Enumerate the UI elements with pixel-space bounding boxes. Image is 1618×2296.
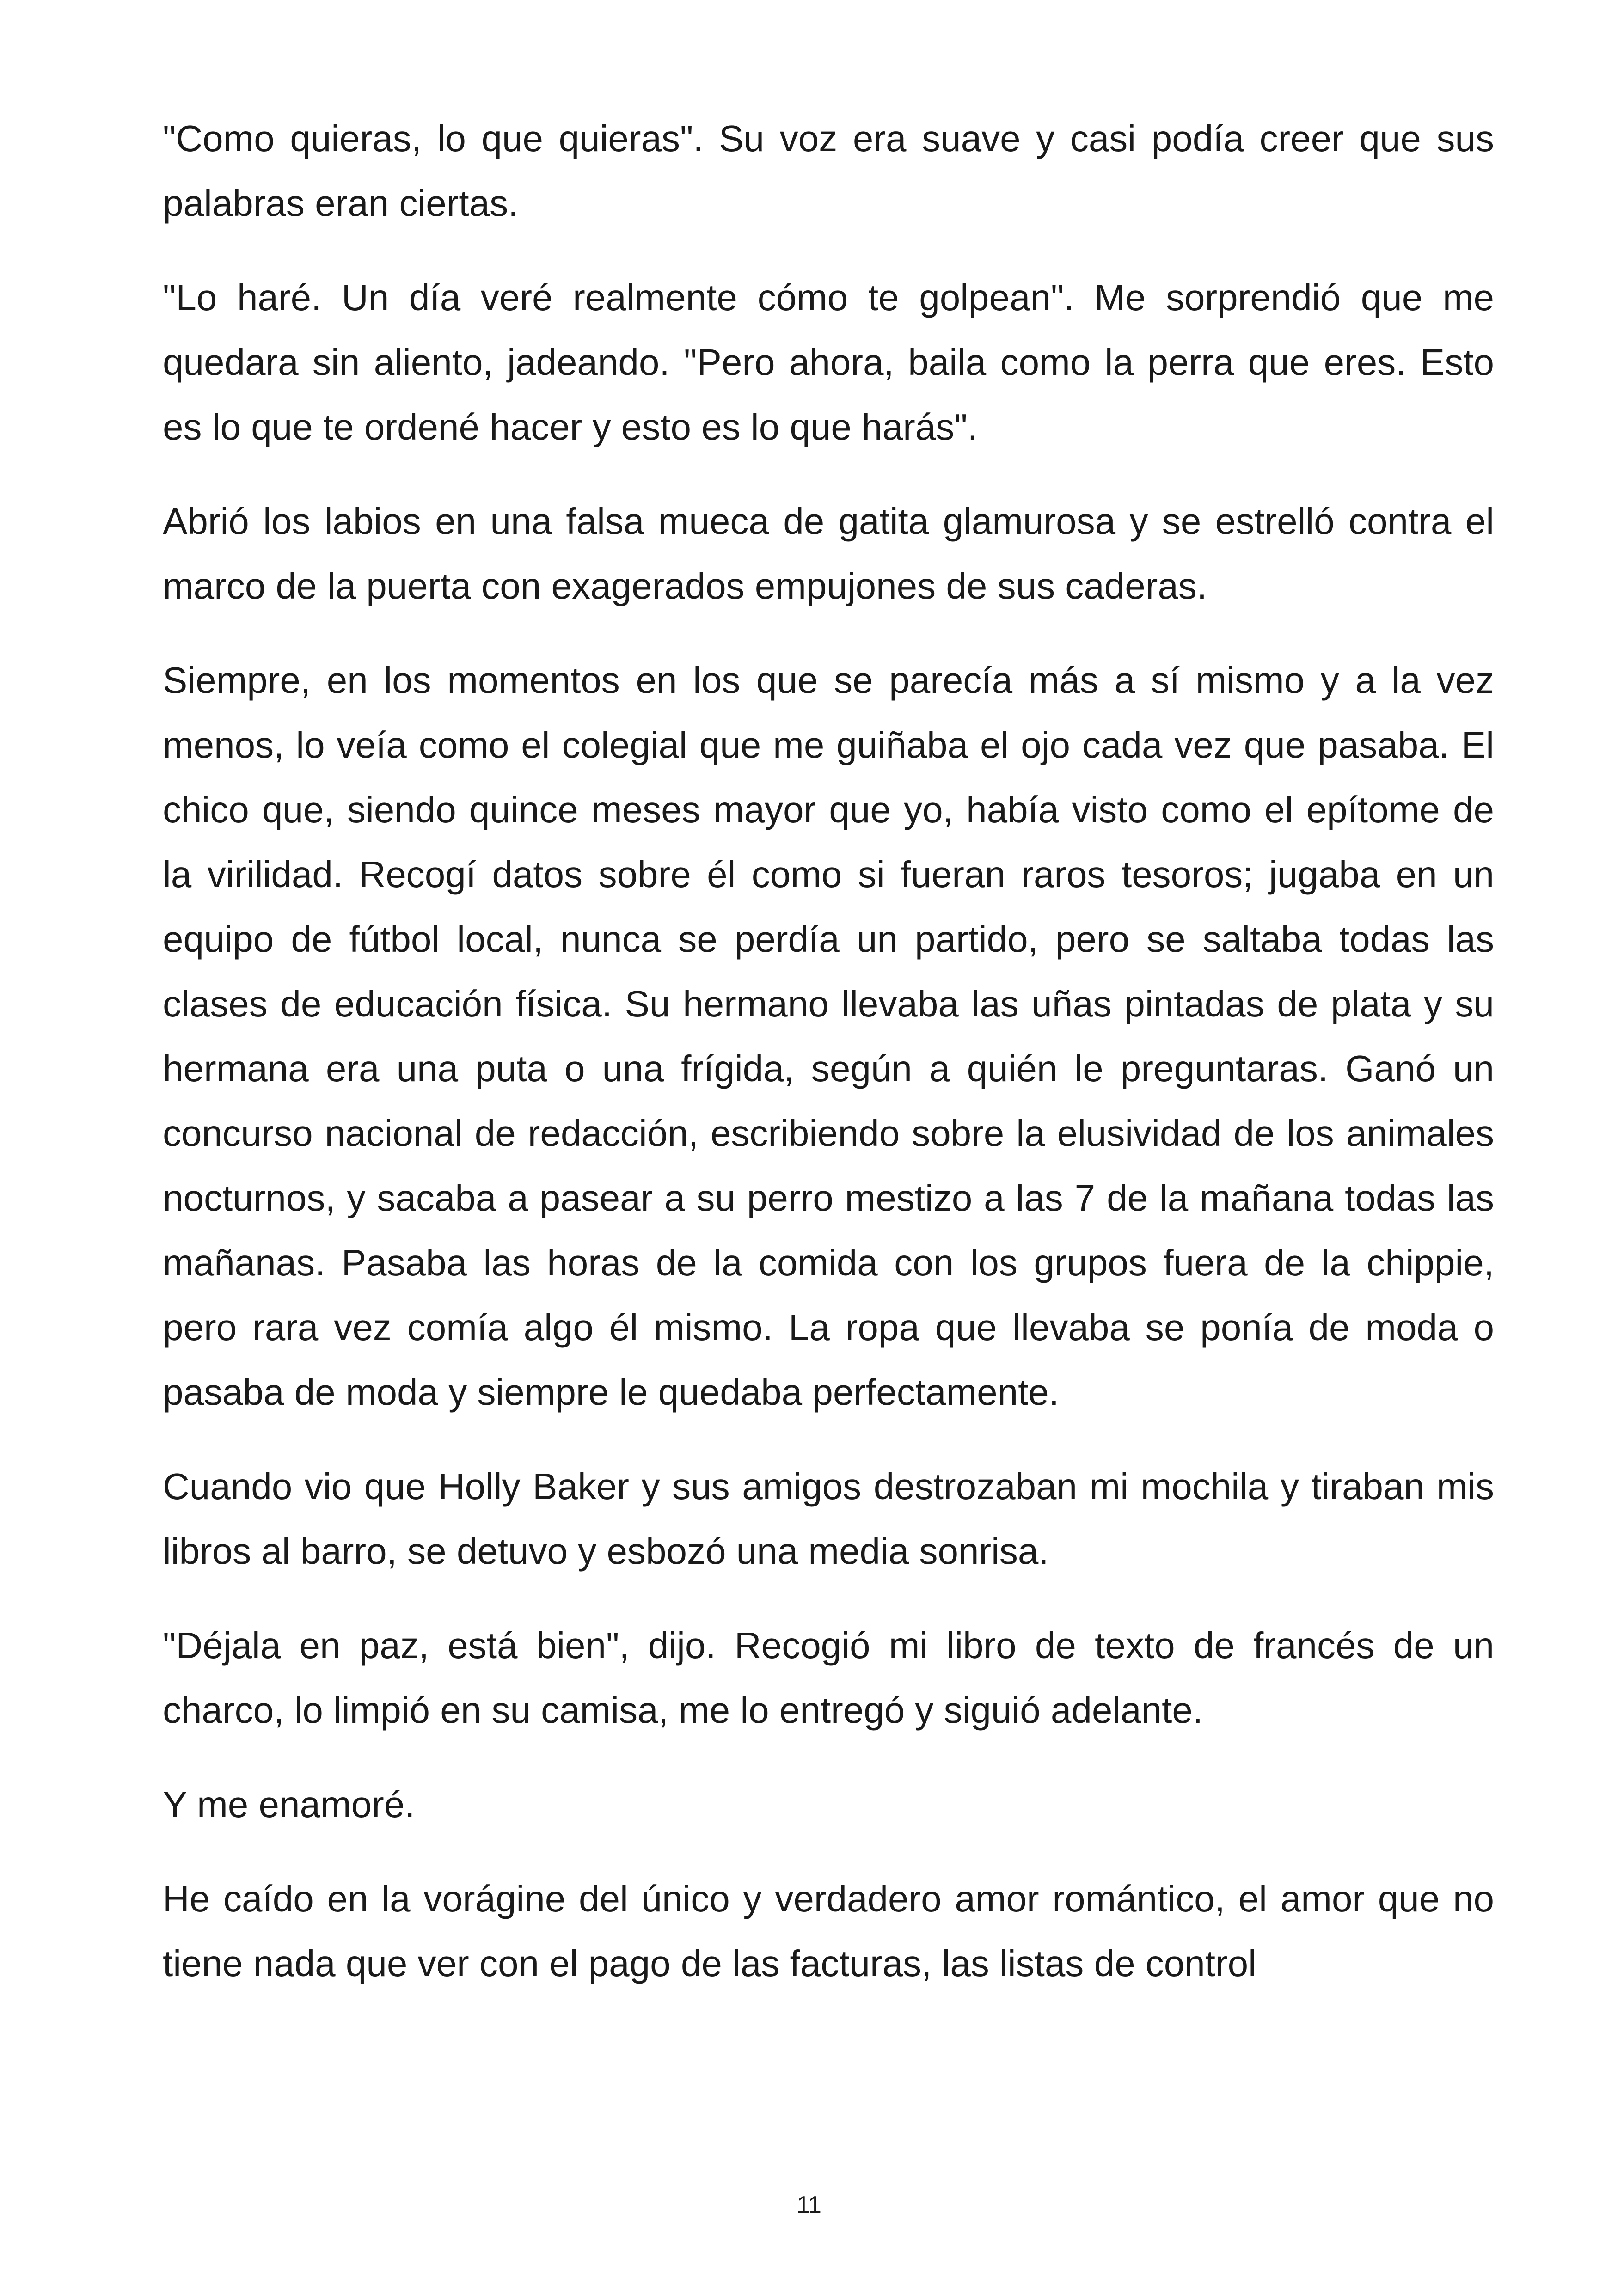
- paragraph: He caído en la vorágine del único y verdadero amor romántico, el amor que no tiene nada que ver con el pago de las facturas, las listas de control: [163, 1878, 1494, 1984]
- paragraph: "Como quieras, lo que quieras". Su voz era suave y casi podía creer que sus palabras eran ciertas.: [163, 118, 1494, 224]
- paragraph: Abrió los labios en una falsa mueca de gatita glamurosa y se estrelló contra el marco de la puerta con exagerados empujones de sus caderas.: [163, 501, 1494, 606]
- paragraph: Y me enamoré.: [163, 1784, 415, 1825]
- page-number: 11: [797, 2192, 821, 2218]
- paragraph: "Déjala en paz, está bien", dijo. Recogió mi libro de texto de francés de un charco, lo limpió en su camisa, me lo entregó y siguió adelante.: [163, 1625, 1494, 1731]
- paragraph: Cuando vio que Holly Baker y sus amigos destrozaban mi mochila y tiraban mis libros al barro, se detuvo y esbozó una media sonrisa.: [163, 1466, 1494, 1572]
- paragraph: Siempre, en los momentos en los que se parecía más a sí mismo y a la vez menos, lo veía como el colegial que me guiñaba el ojo cada vez que pasaba. El chico que, siendo quince meses mayor que yo, había visto como el epítome de la virilidad. Recogí datos sobre él como si fueran raros tesoros; jugaba en un equipo de fútbol local, nunca se perdía un partido, pero se saltaba todas las clases de educación física. Su hermano llevaba las uñas pintadas de plata y su hermana era una puta o una frígida, según a quién le preguntaras. Ganó un concurso nacional de redacción, escribiendo sobre la elusividad de los animales nocturnos, y sacaba a pasear a su perro mestizo a las 7 de la mañana todas las mañanas. Pasaba las horas de la comida con los grupos fuera de la chippie, pero rara vez comía algo él mismo. La ropa que llevaba se ponía de moda o pasaba de moda y siempre le quedaba perfectamente.: [163, 660, 1494, 1413]
- page-body: [163, 106, 1494, 1996]
- paragraph: "Lo haré. Un día veré realmente cómo te golpean". Me sorprendió que me quedara sin aliento, jadeando. "Pero ahora, baila como la perra que eres. Esto es lo que te ordené hacer y esto es lo que harás".: [163, 277, 1494, 447]
